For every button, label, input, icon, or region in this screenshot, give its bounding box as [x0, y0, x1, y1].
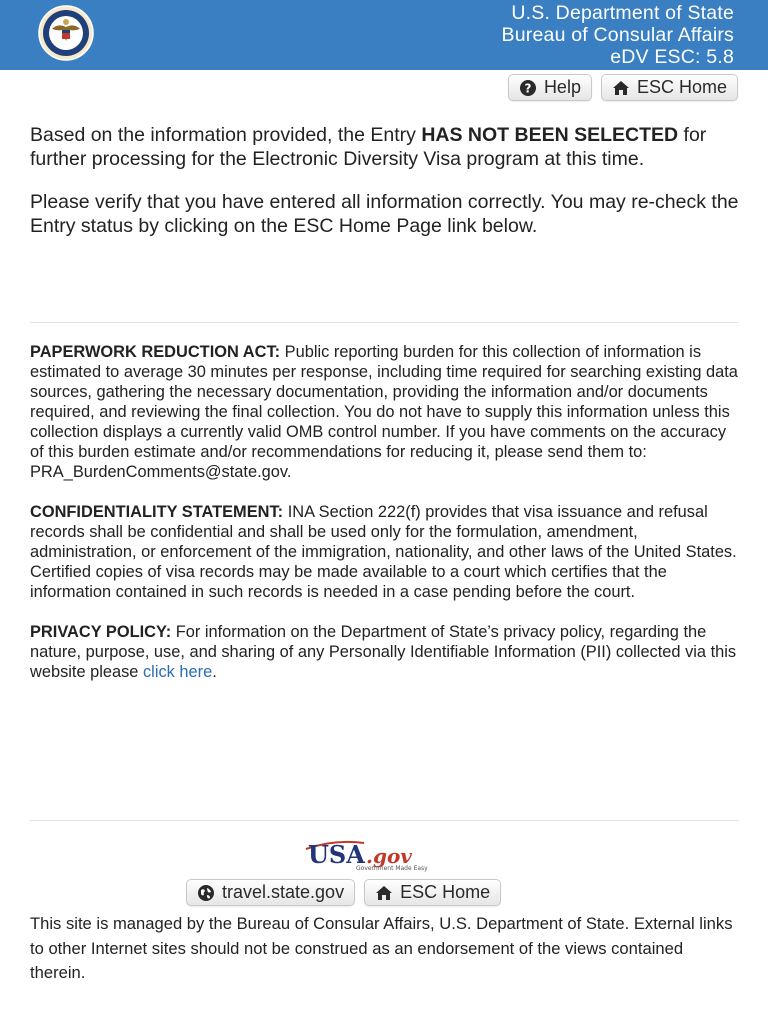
help-label: Help	[543, 77, 581, 97]
travel-state-gov-button[interactable]	[186, 879, 355, 906]
paperwork-reduction-act	[30, 342, 742, 482]
home-icon	[612, 79, 630, 97]
header-bureau: Bureau of Consular Affairs	[501, 24, 734, 46]
usa-logo-gov: .gov	[366, 844, 412, 868]
divider	[30, 820, 739, 821]
top-button-group	[508, 74, 738, 101]
header-title-block	[502, 2, 734, 68]
pra-title: PAPERWORK REDUCTION ACT:	[30, 343, 281, 361]
confidentiality-text: INA Section 222(f) provides that visa issuance and refusal records shall be confidential and shall be used only for the formulation, amendment, administration, or enforcement of the immigration, nationality, and other laws of the United States. Certified copies of visa records may be made available to a court which certifies that the information contained in such records is needed in a case pending before the court.	[30, 503, 737, 601]
help-button[interactable]	[508, 74, 592, 101]
privacy-end: .	[212, 663, 217, 681]
usa-gov-logo[interactable]	[304, 838, 468, 872]
header-version: eDV ESC: 5.8	[610, 46, 734, 68]
home-icon	[375, 884, 393, 902]
confidentiality-title: CONFIDENTIALITY STATEMENT:	[30, 503, 284, 521]
privacy-policy	[30, 622, 742, 682]
travel-label: travel.state.gov	[222, 882, 345, 902]
result-text-before: Based on the information provided, the Entry	[30, 124, 422, 146]
verify-paragraph: Please verify that you have entered all information correctly. You may re-check the Entry status by clicking on the ESC Home Page link below.	[30, 191, 739, 237]
esc-home-button-bottom[interactable]	[364, 879, 501, 906]
footer-disclaimer: This site is managed by the Bureau of Consular Affairs, U.S. Department of State. External links to other Internet sites should not be construed as an endorsement of the views contained therein.	[30, 914, 733, 982]
privacy-title: PRIVACY POLICY:	[30, 623, 172, 641]
question-circle-icon	[519, 79, 537, 97]
privacy-click-here-link[interactable]: click here	[142, 663, 213, 681]
header-department: U.S. Department of State	[511, 2, 734, 24]
privacy-text: For information on the Department of State’s privacy policy, regarding the nature, purpose, use, and sharing of any Personally Identifiable Information (PII) collected via this website please	[30, 623, 737, 681]
department-of-state-seal-icon	[38, 5, 94, 61]
svg-text:?: ?	[524, 81, 532, 95]
result-paragraph	[30, 124, 742, 171]
selection-result	[30, 124, 742, 258]
result-text-after: for further processing for the Electronic Diversity Visa program at this time.	[30, 124, 707, 170]
pra-text: Public reporting burden for this collection of information is estimated to average 30 minutes per response, including time required for searching existing data sources, gathering the necessary documentation, providing the information and/or documents required, and reviewing the final collection. You do not have to supply this information unless this collection displays a currently valid OMB control number. If you have comments on the accuracy of this burden estimate and/or recommendations for reducing it, please send them to: PRA_BurdenComments@state.gov.	[30, 343, 738, 481]
divider	[30, 322, 739, 323]
site-header	[0, 0, 768, 70]
esc-home-button-top[interactable]	[601, 74, 738, 101]
legal-notices	[30, 342, 742, 702]
usa-logo-tagline: Government Made Easy	[356, 865, 428, 872]
result-status: HAS NOT BEEN SELECTED	[421, 124, 679, 146]
bottom-button-group	[186, 879, 501, 906]
globe-icon	[197, 884, 215, 902]
esc-home-label: ESC Home	[636, 77, 727, 97]
confidentiality-statement	[30, 502, 742, 602]
esc-home-label: ESC Home	[400, 882, 491, 902]
usa-logo-usa: USA	[308, 840, 365, 869]
